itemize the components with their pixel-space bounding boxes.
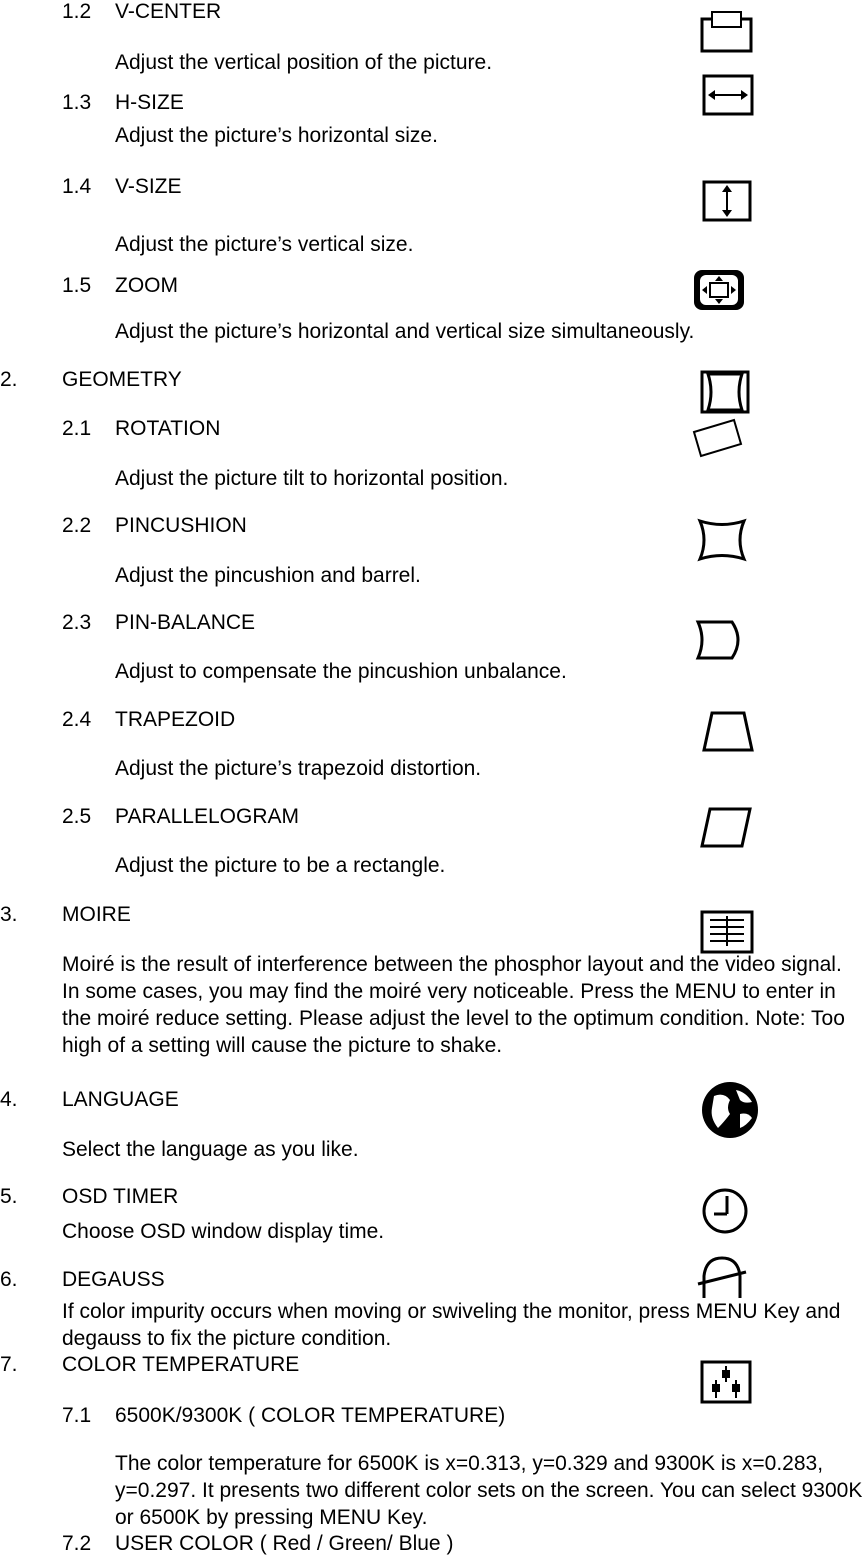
section-title: GEOMETRY [62,368,182,391]
section-number: 7. [0,1353,18,1376]
section-title: DEGAUSS [62,1268,165,1291]
item-description: Adjust the picture’s trapezoid distortion. [115,757,482,780]
item-title: V-CENTER [115,0,222,23]
item-description: Adjust the pincushion and barrel. [115,564,421,587]
pincushion-icon [696,518,748,562]
item-number: 2.4 [62,708,92,731]
v-center-icon [700,10,754,54]
item-description: Adjust the vertical position of the picture. [115,51,493,74]
item-title: 6500K/9300K ( COLOR TEMPERATURE) [115,1404,506,1427]
osd-timer-icon [700,1186,750,1236]
language-icon [700,1080,760,1140]
section-description: Select the language as you like. [62,1138,359,1161]
item-title: H-SIZE [115,91,184,114]
section-title: LANGUAGE [62,1088,179,1111]
item-description: Adjust the picture’s horizontal and vertical size simultaneously. [115,320,695,343]
trapezoid-icon [702,710,754,754]
item-number: 2.5 [62,805,92,828]
item-title: USER COLOR ( Red / Green/ Blue ) [115,1532,454,1555]
item-description: Adjust the picture’s horizontal size. [115,124,438,147]
v-size-icon [702,180,752,222]
color-temperature-icon [700,1360,752,1404]
section-title: MOIRE [62,903,131,926]
section-number: 3. [0,903,18,926]
item-title: PIN-BALANCE [115,611,256,634]
item-number: 2.1 [62,417,92,440]
h-size-icon [702,74,754,116]
section-description: Choose OSD window display time. [62,1220,385,1243]
parallelogram-icon [700,806,752,850]
section-description: Moiré is the result of interference between the phosphor layout and the video signal. In some cases, you may find the moiré very noticeable. Press the MENU to enter in the moiré reduce setting. Please adjust the level to the optimum condition. Note: Too high of a setting will cause the picture to shake. [62,953,845,1057]
degauss-icon [696,1254,748,1300]
section-title: COLOR TEMPERATURE [62,1353,300,1376]
item-number: 2.3 [62,611,92,634]
item-number: 7.2 [62,1532,92,1555]
item-number: 1.2 [62,0,92,23]
item-title: PINCUSHION [115,514,247,537]
item-title: ROTATION [115,417,221,440]
item-description: Adjust the picture’s vertical size. [115,233,414,256]
section-description: If color impurity occurs when moving or swiveling the monitor, press MENU Key and degauss to fix the picture condition. [62,1300,841,1350]
item-number: 1.4 [62,175,92,198]
item-description: The color temperature for 6500K is x=0.313, y=0.329 and 9300K is x=0.283, y=0.297. It presents two different color sets on the screen. You can select 9300K or 6500K by pressing MENU Key. [115,1452,863,1529]
item-number: 1.5 [62,274,92,297]
item-number: 1.3 [62,91,92,114]
item-title: ZOOM [115,274,178,297]
section-number: 5. [0,1185,18,1208]
geometry-icon [700,370,750,414]
item-number: 2.2 [62,514,92,537]
section-title: OSD TIMER [62,1185,179,1208]
item-title: PARALLELOGRAM [115,805,300,828]
moire-icon [700,910,754,954]
rotation-icon [692,416,744,460]
item-title: V-SIZE [115,175,182,198]
item-description: Adjust the picture to be a rectangle. [115,854,446,877]
item-description: Adjust the picture tilt to horizontal position. [115,467,509,490]
item-number: 7.1 [62,1404,92,1427]
item-title: TRAPEZOID [115,708,236,731]
section-number: 4. [0,1088,18,1111]
zoom-icon [692,268,746,312]
pin-balance-icon [694,618,746,662]
section-number: 2. [0,368,18,391]
section-number: 6. [0,1268,18,1291]
item-description: Adjust to compensate the pincushion unbalance. [115,660,567,683]
